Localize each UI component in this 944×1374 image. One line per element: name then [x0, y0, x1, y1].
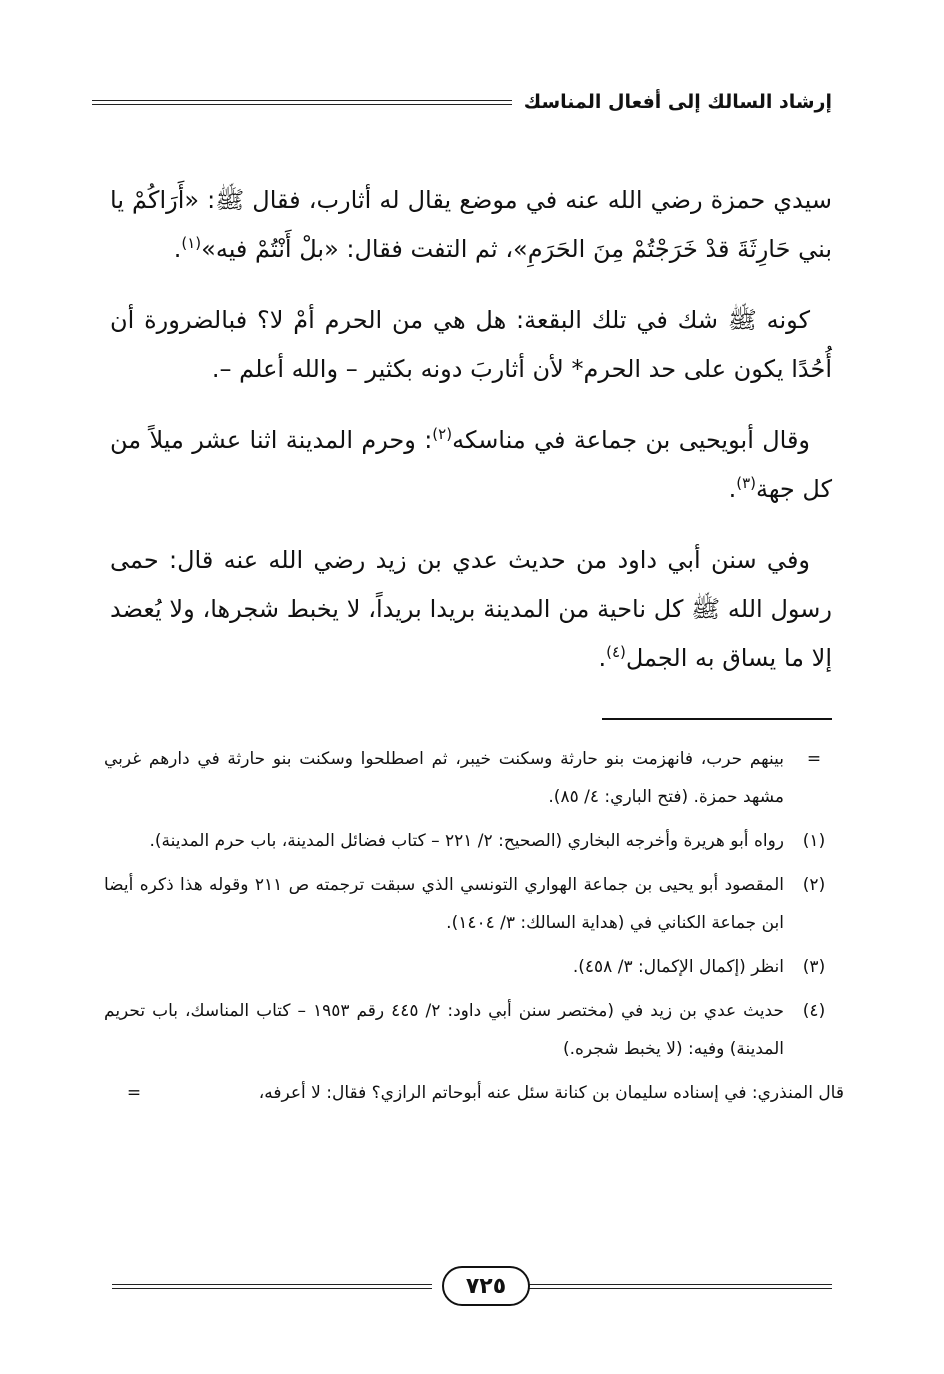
footnote-ref-2: (٢)	[432, 425, 453, 443]
footnote-ref-3: (٣)	[736, 474, 756, 492]
main-text	[110, 176, 832, 705]
footnote-1	[104, 822, 844, 860]
running-header	[92, 86, 832, 118]
folio-rule-right	[520, 1284, 832, 1289]
footnote-number: (٤)	[802, 1001, 826, 1021]
footnote-2	[104, 866, 844, 942]
paragraph-1	[110, 176, 832, 274]
page-number-frame	[112, 1262, 832, 1310]
paragraph-1-text: سيدي حمزة رضي الله عنه في موضع يقال له أثارب، فقال ﷺ: «أَرَاكُمْ يا بني حَارِثَةَ قدْ خَرَجْتُمْ مِنَ الحَرَمِ»، ثم التفت فقال: «بلْ أَنْتُمْ فيه»	[110, 186, 832, 263]
footnote-continuation	[104, 740, 844, 816]
footnote-last-text: قال المنذري: في إسناده سليمان بن كنانة سئل عنه أبوحاتم الرازي؟ فقال: لا أعرفه،	[258, 1083, 844, 1103]
paragraph-3-text-a: وقال أبويحيى بن جماعة في مناسكه	[452, 426, 811, 454]
footnote-4	[104, 992, 844, 1068]
period: .	[173, 235, 182, 263]
continuation-text: بينهم حرب، فانهزمت بنو حارثة وسكنت خيبر، ثم اصطلحوا وسكنت بنو حارثة في دارهم غربي مشهد حمزة. (فتح الباري: ٤/ ٨٥).	[104, 749, 784, 807]
paragraph-2	[110, 296, 832, 394]
footnote-text: رواه أبو هريرة وأخرجه البخاري (الصحيح: ٢/ ٢٢١ – كتاب فضائل المدينة، باب حرم المدينة).	[149, 831, 784, 851]
page-number: ٧٢٥	[442, 1266, 530, 1306]
folio-rule-left	[112, 1284, 432, 1289]
paragraph-4-text: وفي سنن أبي داود من حديث عدي بن زيد رضي الله عنه قال: حمى رسول الله ﷺ كل ناحية من المدينة بريدا بريداً، لا يخبط شجرها، ولا يُعضد إلا ما يساق به الجمل	[110, 546, 832, 672]
footnote-number: (٢)	[802, 875, 826, 895]
book-title: إرشاد السالك إلى أفعال المناسك	[523, 91, 832, 113]
footnote-ref-4: (٤)	[606, 643, 626, 661]
footnote-text: انظر (إكمال الإكمال: ٣/ ٤٥٨).	[572, 957, 784, 977]
period: .	[598, 644, 607, 672]
footnote-number: (١)	[802, 831, 826, 851]
footnote-ref-1: (١)	[181, 234, 202, 252]
footnote-number: (٣)	[802, 957, 826, 977]
paragraph-3-text-b: : وحرم المدينة اثنا عشر ميلاً من كل جهة	[110, 426, 832, 503]
continues-marker: =	[126, 1083, 142, 1103]
period: .	[728, 475, 737, 503]
footnote-last-line	[104, 1074, 844, 1112]
footnote-text: المقصود أبو يحيى بن جماعة الهواري التونسي الذي سبقت ترجمته ص ٢١١ وقوله هذا ذكره أيضا ابن جماعة الكناني في (هداية السالك: ٣/ ١٤٠٤).	[104, 875, 785, 933]
paragraph-3	[110, 416, 832, 514]
paragraph-4	[110, 536, 832, 683]
paragraph-2-text: كونه ﷺ شك في تلك البقعة: هل هي من الحرم أمْ لا؟ فبالضرورة أن أُحُدًا يكون على حد الحرم* لأن أثاربَ دونه بكثير – والله أعلم –.	[110, 306, 832, 383]
footnotes	[104, 740, 844, 1118]
footnote-separator	[602, 718, 832, 720]
header-rule	[92, 100, 512, 105]
footnote-3	[104, 948, 844, 986]
continuation-marker: =	[806, 749, 822, 769]
footnote-text: حديث عدي بن زيد في (مختصر سنن أبي داود: ٢/ ٤٤٥ رقم ١٩٥٣ – كتاب المناسك، باب تحريم المدينة) وفيه: (لا يخبط شجره.)	[104, 1001, 784, 1059]
